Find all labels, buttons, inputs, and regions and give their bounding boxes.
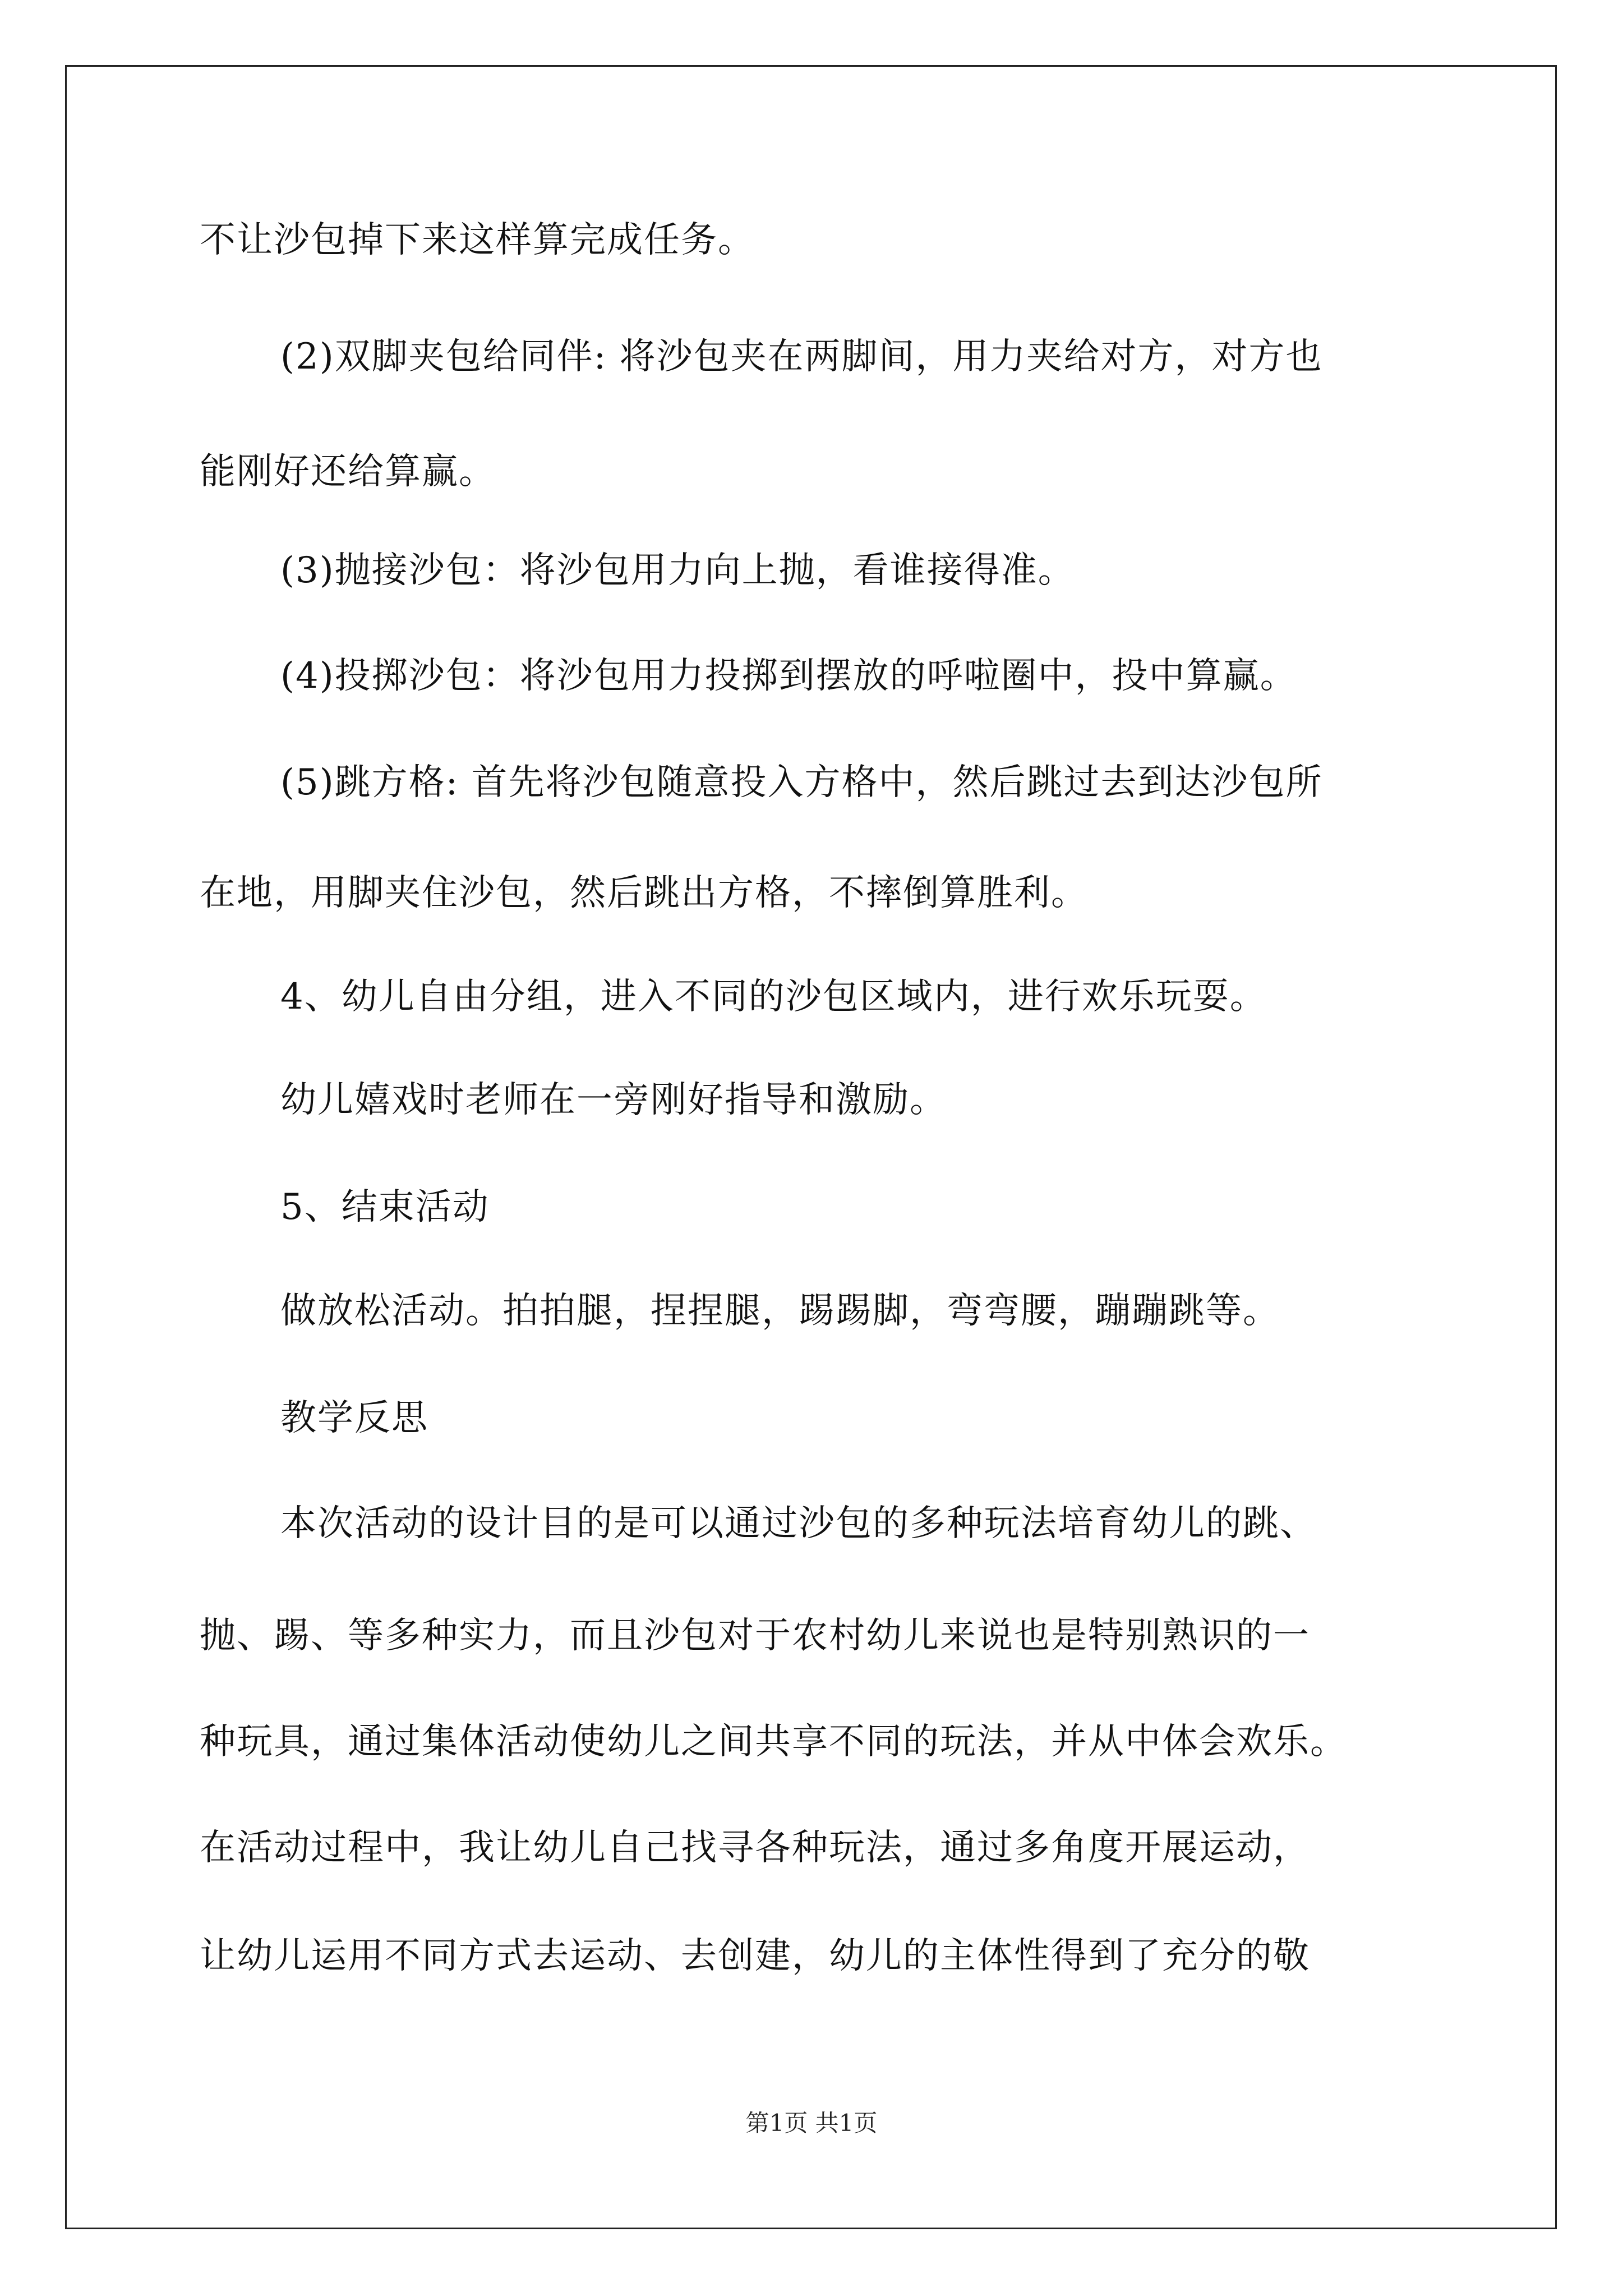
- text-line: 在活动过程中，我让幼儿自己找寻各种玩法，通过多角度开展运动，: [200, 1827, 1310, 1869]
- text-line: 教学反思: [280, 1397, 428, 1439]
- text-line: 能刚好还给算赢。: [200, 451, 496, 493]
- text-line: (5)跳方格: 首先将沙包随意投入方格中，然后跳过去到达沙包所: [280, 762, 1323, 803]
- text-line: 让幼儿运用不同方式去运动、去创建，幼儿的主体性得到了充分的敬: [200, 1935, 1310, 1977]
- text-line: 不让沙包掉下来这样算完成任务。: [200, 219, 755, 261]
- text-line: 5、结束活动: [280, 1186, 490, 1228]
- text-line: 抛、踢、等多种实力，而且沙包对于农村幼儿来说也是特别熟识的一: [200, 1615, 1310, 1657]
- text-line: 幼儿嬉戏时老师在一旁刚好指导和激励。: [280, 1079, 947, 1121]
- text-line: (4)投掷沙包：将沙包用力投掷到摆放的呼啦圈中，投中算赢。: [280, 655, 1297, 697]
- text-line: 本次活动的设计目的是可以通过沙包的多种玩法培育幼儿的跳、: [280, 1503, 1317, 1544]
- text-line: (3)抛接沙包：将沙包用力向上抛，看谁接得准。: [280, 550, 1075, 591]
- page-footer: 第1页 共1页: [745, 2109, 878, 2137]
- page-border: [65, 65, 1557, 2229]
- text-line: 4、幼儿自由分组，进入不同的沙包区域内，进行欢乐玩耍。: [280, 976, 1267, 1018]
- text-line: 在地，用脚夹住沙包，然后跳出方格，不摔倒算胜利。: [200, 872, 1088, 914]
- text-line: 种玩具，通过集体活动使幼儿之间共享不同的玩法，并从中体会欢乐。: [200, 1721, 1347, 1763]
- text-line: 做放松活动。拍拍腿，捏捏腿，踢踢脚，弯弯腰，蹦蹦跳等。: [280, 1290, 1280, 1332]
- text-line: (2)双脚夹包给同伴: 将沙包夹在两脚间，用力夹给对方，对方也: [280, 336, 1323, 378]
